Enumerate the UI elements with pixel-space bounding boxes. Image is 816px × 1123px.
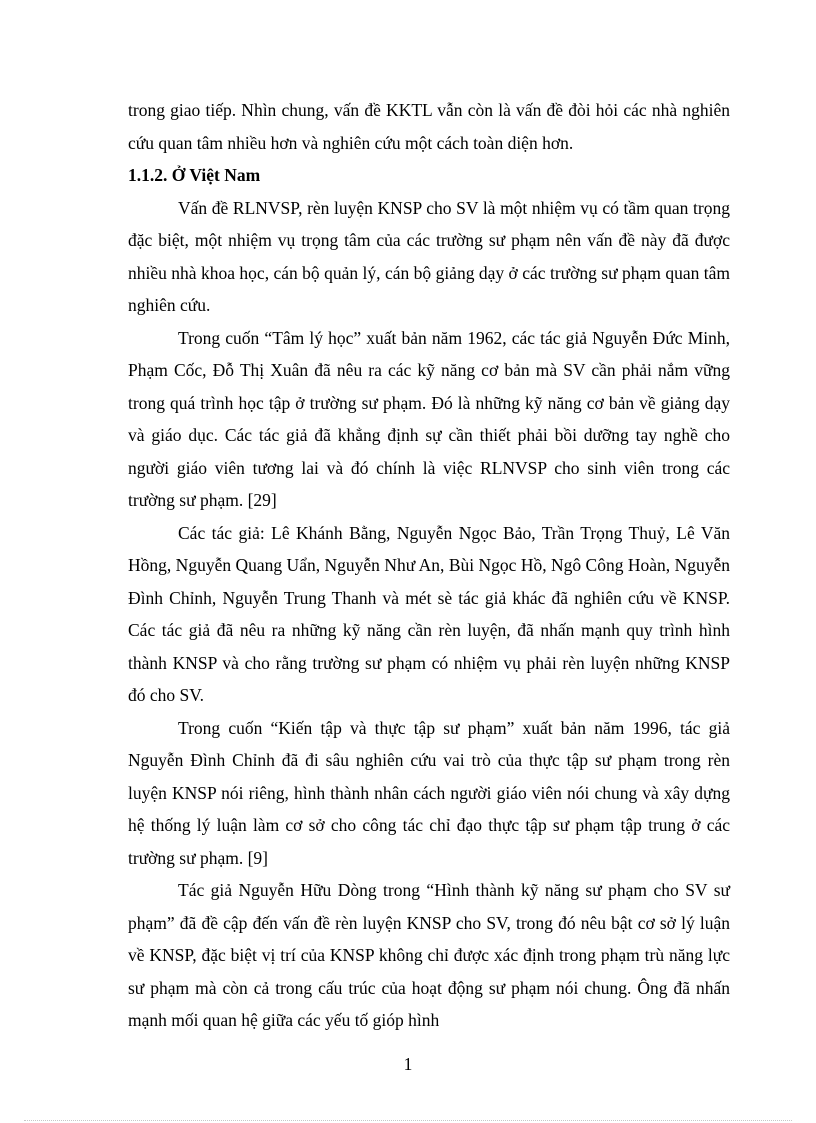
paragraph: Tác giả Nguyễn Hữu Dòng trong “Hình thành kỹ năng sư phạm cho SV sư phạm” đã đề cập đến vấn đề rèn luyện KNSP cho SV, trong đó nêu bật cơ sở lý luận về KNSP, đặc biệt vị trí của KNSP không chỉ được xác định trong phạm trù năng lực sư phạm mà còn cả trong cấu trúc của hoạt động sư phạm nói chung. Ông đã nhấn mạnh mối quan hệ giữa các yếu tố gióp hình [128, 880, 730, 1030]
section-heading: 1.1.2. Ở Việt Nam [128, 165, 261, 185]
document-body [128, 94, 730, 1037]
paragraph: Vấn đề RLNVSP, rèn luyện KNSP cho SV là một nhiệm vụ có tầm quan trọng đặc biệt, một nhiệm vụ trọng tâm của các trường sư phạm nên vấn đề này đã được nhiều nhà khoa học, cán bộ quản lý, cán bộ giảng dạy ở các trường sư phạm quan tâm nghiên cứu. [128, 197, 730, 315]
paragraph: Trong cuốn “Kiến tập và thực tập sư phạm” xuất bản năm 1996, tác giả Nguyễn Đình Chỉnh đã đi sâu nghiên cứu vai trò của thực tập sư phạm trong rèn luyện KNSP nói riêng, hình thành nhân cách người giáo viên nói chung và xây dựng hệ thống lý luận làm cơ sở cho công tác chỉ đạo thực tập sư phạm tập trung ở các trường sư phạm. [9] [128, 717, 730, 868]
paragraph-continuation: trong giao tiếp. Nhìn chung, vấn đề KKTL vẫn còn là vấn đề đòi hỏi các nhà nghiên cứu quan tâm nhiều hơn và nghiên cứu một cách toàn diện hơn. [128, 100, 730, 153]
page-bottom-divider [24, 1120, 792, 1121]
page-number: 1 [403, 1054, 413, 1074]
paragraph: Các tác giả: Lê Khánh Bằng, Nguyễn Ngọc Bảo, Trần Trọng Thuỷ, Lê Văn Hồng, Nguyễn Quang Uẩn, Nguyễn Như An, Bùi Ngọc Hồ, Ngô Công Hoàn, Nguyễn Đình Chỉnh, Nguyễn Trung Thanh và mét sè tác giả khác đã nghiên cứu về KNSP. Các tác giả đã nêu ra những kỹ năng cần rèn luyện, đã nhấn mạnh quy trình hình thành KNSP và cho rằng trường sư phạm có nhiệm vụ phải rèn luyện những KNSP đó cho SV. [128, 522, 730, 705]
paragraph: Trong cuốn “Tâm lý học” xuất bản năm 1962, các tác giả Nguyễn Đức Minh, Phạm Cốc, Đỗ Thị Xuân đã nêu ra các kỹ năng cơ bản mà SV cần phải nắm vững trong quá trình học tập ở trường sư phạm. Đó là những kỹ năng cơ bản về giảng dạy và giáo dục. Các tác giả đã khẳng định sự cần thiết phải bồi dưỡng tay nghề cho người giáo viên tương lai và đó chính là việc RLNVSP cho sinh viên trong các trường sư phạm. [29] [128, 327, 730, 510]
